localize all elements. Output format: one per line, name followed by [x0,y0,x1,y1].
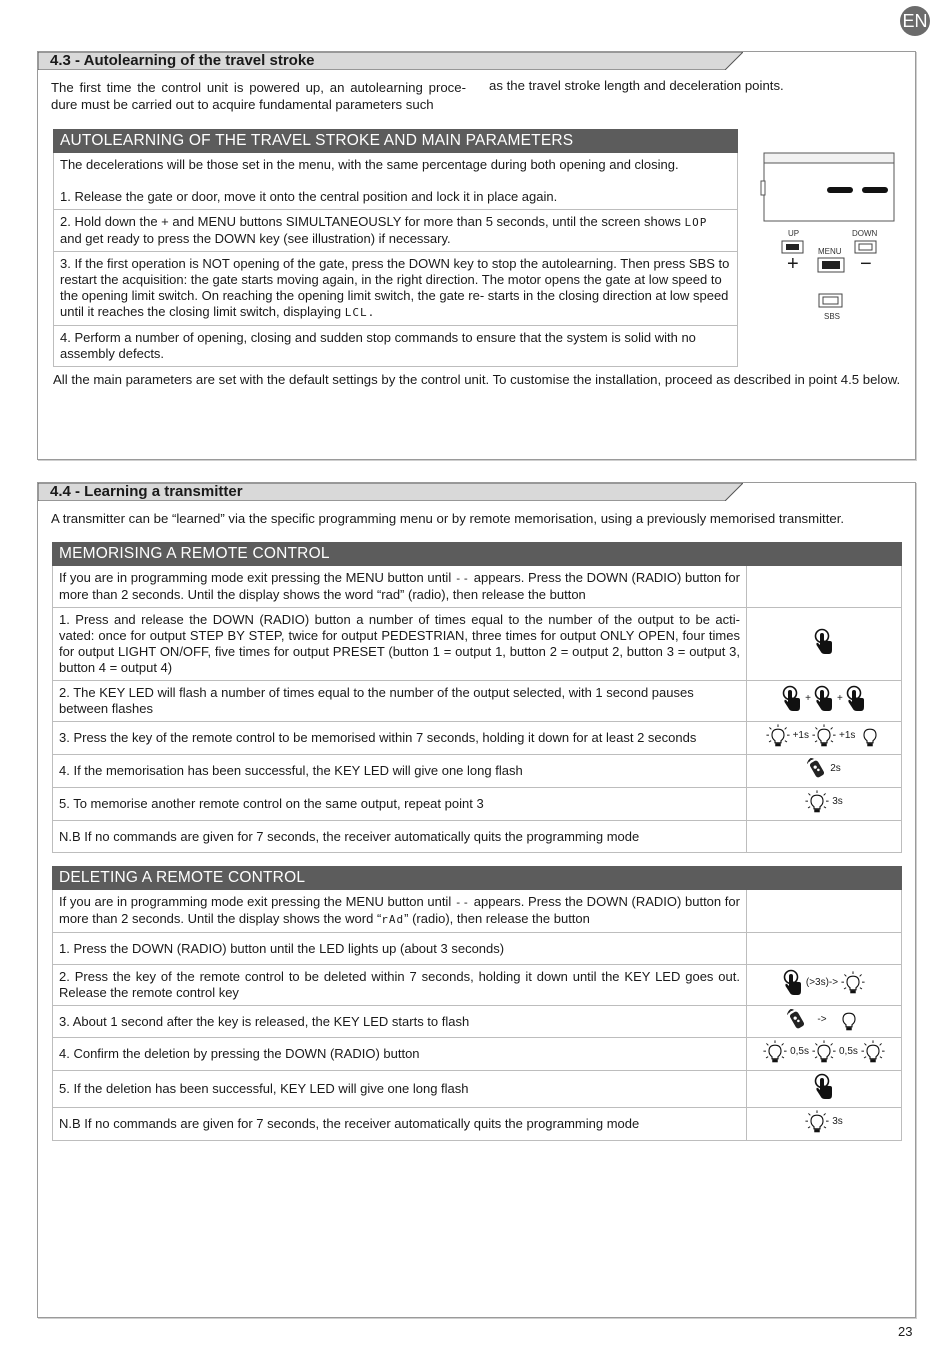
section-title-bar [38,483,743,501]
intro-right: as the travel stroke length and deceleration points. [489,78,784,93]
deleting-table [52,866,902,1141]
down-label: DOWN [852,229,878,238]
display-code: rAd [381,913,405,926]
table-row: 4. If the memorisation has been successful, the KEY LED will give one long flash [53,755,747,788]
arrow-text: -> [817,1014,827,1025]
table-row: 3. Press the key of the remote control to be memorised within 7 seconds, holding it down for at least 2 seconds [53,722,747,755]
autolearning-table [53,129,738,367]
plus-sign: + [787,253,799,275]
time-text: +1s [792,730,809,741]
table-row [53,566,747,608]
intro-left: The first time the control unit is powered up, an autolearning proce- dure must be carried out to acquire fundamental parameters such [51,80,466,112]
led-bulb-icon [766,724,790,748]
table-row: 3. About 1 second after the key is released, the KEY LED starts to flash [53,1006,747,1038]
table-row [54,153,738,210]
led-bulb-icon [861,1040,885,1064]
page-number: 23 [898,1324,913,1339]
row-text: 1. Release the gate or door, move it onto the central position and lock it in place again. [60,189,558,204]
icon-cell [747,933,902,965]
sbs-button[interactable] [819,294,842,307]
table-row [54,252,738,326]
row-text: appears. Press the DOWN (RADIO) button for more than 2 seconds. Until the display shows the word “rad” (radio), then release the button [59,570,740,602]
icon-cell [747,890,902,933]
row-text: appears. Press the DOWN (RADIO) button for more than 2 seconds. Until the display shows the word “ [59,894,740,926]
row-text: If you are in programming mode exit pressing the MENU button until [59,570,452,585]
intro-text: A transmitter can be “learned” via the specific programming menu or by remote memorisation, using a previously memorised transmitter. [51,511,845,526]
display-code: -- [454,572,471,585]
table-row: 2. Press the key of the remote control to be deleted within 7 seconds, holding it down until the KEY LED goes out. Release the remote control key [53,965,747,1006]
icon-cell [747,722,902,755]
row-text: 4. Perform a number of opening, closing and sudden stop commands to ensure that the system is solid with no assembly defects. [60,330,696,361]
finger-press-icon [782,685,802,713]
table-row [53,890,747,933]
table-row: N.B If no commands are given for 7 seconds, the receiver automatically quits the programming mode [53,1108,747,1141]
table-row: 4. Confirm the deletion by pressing the DOWN (RADIO) button [53,1038,747,1071]
led-bulb-icon [763,1040,787,1064]
down-button[interactable] [855,241,876,253]
time-text: 0,5s [790,1046,809,1057]
icon-cell [747,1108,902,1141]
icon-cell [747,755,902,788]
led-bulb-icon [841,971,865,995]
plus-text: + [837,693,843,704]
icon-cell [747,788,902,821]
display-code: -- [454,896,471,909]
memorising-table [52,542,902,853]
minus-sign: − [860,253,872,275]
finger-press-icon [814,628,834,656]
icon-cell [747,1038,902,1071]
icon-cell [747,608,902,681]
finger-press-icon [814,685,834,713]
led-bulb-icon [812,724,836,748]
time-text: (>3s)-> [805,977,839,988]
led-bulb-icon [812,1040,836,1064]
icon-cell [747,1071,902,1108]
sbs-label: SBS [824,312,841,321]
table-row: 5. To memorise another remote control on the same output, repeat point 3 [53,788,747,821]
led-bulb-icon [805,790,829,814]
table-row [54,210,738,252]
display-code: LCL. [344,306,376,319]
time-text: 0,5s [839,1046,858,1057]
display-code: LOP [684,216,708,229]
button-pad [760,238,900,308]
section-title-bar [38,52,743,70]
control-panel-illustration [760,150,900,325]
row-text: 3. If the first operation is NOT opening of the gate, press the DOWN key to stop the autolearning. Then press SBS to restart the acquisition: the gate starts moving again, in the right direction. The motor opens the gate at low speed to the opening limit switch. On reaching the opening limit switch, the gate re- starts in the closing direction at low speed until it reaches the closing limit switch, displaying [60,256,730,319]
remote-control-icon [807,758,827,780]
language-badge: EN [900,6,930,36]
remote-control-icon [787,1009,807,1031]
finger-press-icon [783,969,803,997]
plus-text: + [805,693,811,704]
table-row: 1. Press the DOWN (RADIO) button until the LED lights up (about 3 seconds) [53,933,747,965]
time-text: 3s [832,1116,843,1127]
table-row: 2. The KEY LED will flash a number of times equal to the number of the output selected, with 1 second pauses between flashes [53,681,747,722]
row-text: If you are in programming mode exit pressing the MENU button until [59,894,452,909]
finger-press-icon [814,1073,834,1101]
table-row: 5. If the deletion has been successful, KEY LED will give one long flash [53,1071,747,1108]
time-text: +1s [839,730,856,741]
table-header: MEMORISING A REMOTE CONTROL [53,543,902,566]
finger-press-icon [846,685,866,713]
table-header: DELETING A REMOTE CONTROL [53,867,902,890]
menu-label: MENU [818,247,842,256]
led-bulb-off-icon [837,1008,861,1032]
time-text: 2s [830,763,841,774]
row-text: and get ready to press the DOWN key (see illustration) if necessary. [60,231,451,246]
icon-cell [747,681,902,722]
time-text: 3s [832,796,843,807]
section-title: 4.3 - Autolearning of the travel stroke [50,52,315,69]
up-label: UP [788,229,800,238]
table-header: AUTOLEARNING OF THE TRAVEL STROKE AND MAIN PARAMETERS [54,130,738,153]
icon-cell [747,1006,902,1038]
icon-cell [747,965,902,1006]
led-bulb-icon [805,1110,829,1134]
row-text: The decelerations will be those set in the menu, with the same percentage during both opening and closing. [60,157,679,172]
led-bulb-off-icon [858,724,882,748]
icon-cell [747,821,902,853]
row-text: 2. Hold down the + and MENU buttons SIMULTANEOUSLY for more than 5 seconds, until the screen shows [60,214,681,229]
icon-cell [747,566,902,608]
table-row: N.B If no commands are given for 7 seconds, the receiver automatically quits the programming mode [53,821,747,853]
section-footer-text: All the main parameters are set with the default settings by the control unit. To customise the installation, proceed as described in point 4.5 below. [53,372,901,387]
display-panel [760,150,900,230]
table-row: 1. Press and release the DOWN (RADIO) button a number of times equal to the number of the output to be acti- vated: once for output STEP BY STEP, twice for output PEDESTRIAN, three times for output ONLY OPEN, four times for output LIGHT ON/OFF, five times for output PRESET (button 1 = output 1, button 2 = output 2, button 3 = output 3, button 4 = output 4) [53,608,747,681]
row-text: ” (radio), then release the button [404,911,590,926]
section-title: 4.4 - Learning a transmitter [50,483,243,500]
table-row [54,326,738,367]
